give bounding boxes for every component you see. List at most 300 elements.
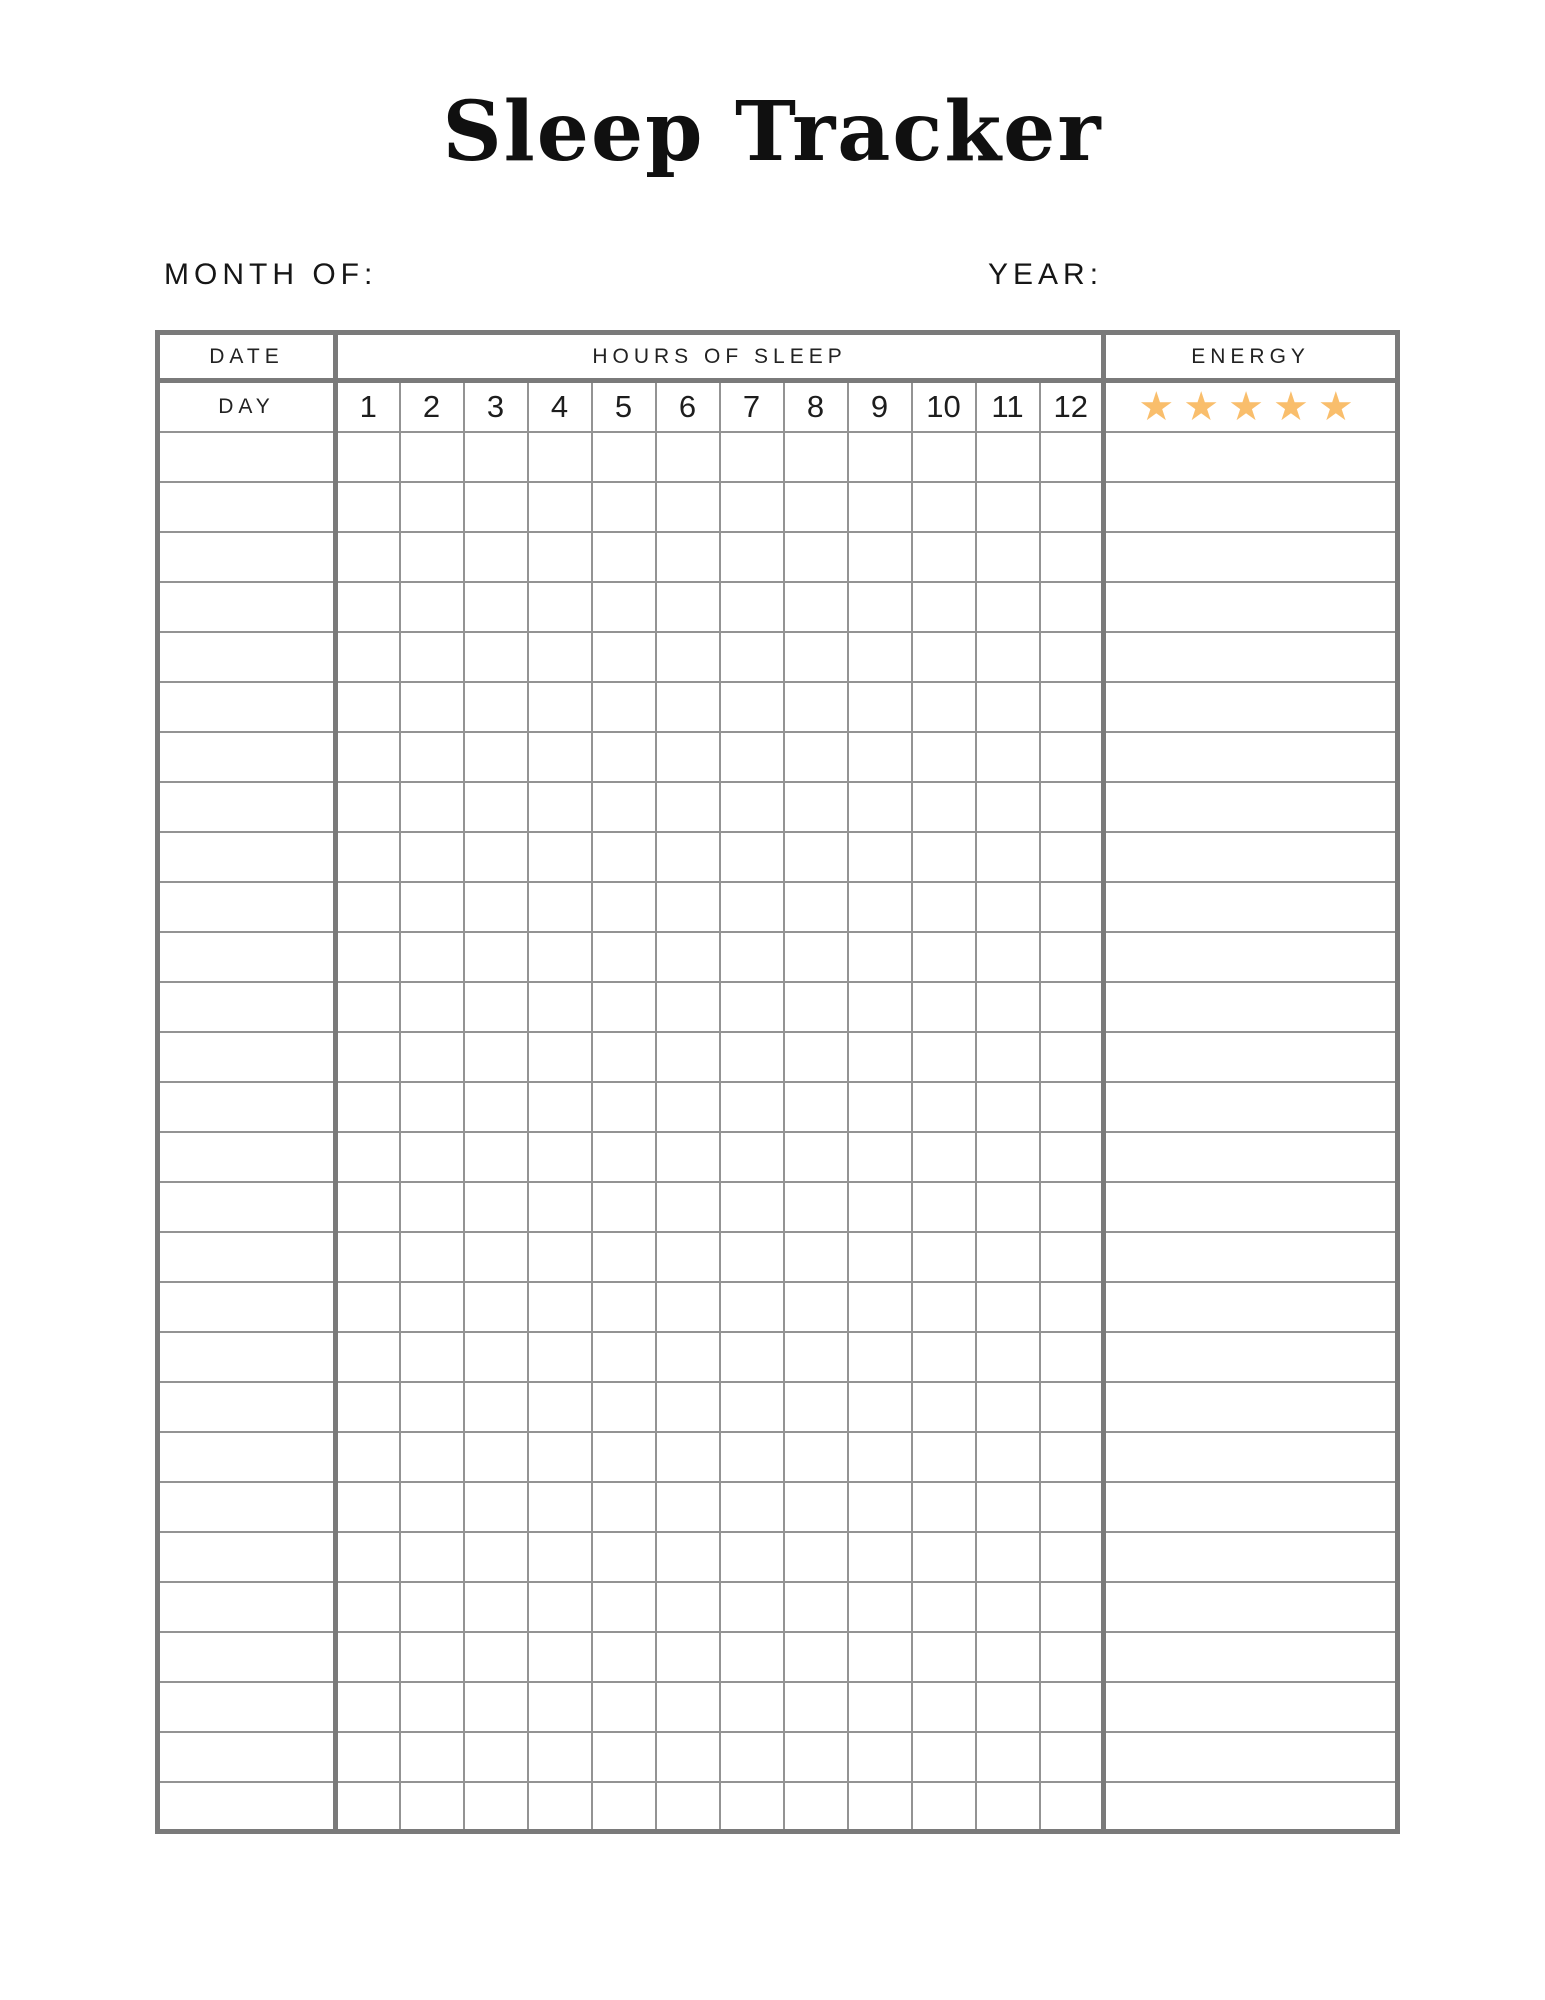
hour-cell[interactable]: [976, 1732, 1040, 1782]
hour-cell[interactable]: [912, 982, 976, 1032]
energy-cell[interactable]: [1104, 1132, 1398, 1182]
hour-cell[interactable]: [464, 1532, 528, 1582]
hour-cell[interactable]: [336, 1682, 400, 1732]
hour-cell[interactable]: [784, 1032, 848, 1082]
hour-cell[interactable]: [976, 732, 1040, 782]
hour-cell[interactable]: [656, 532, 720, 582]
hour-cell[interactable]: [976, 1332, 1040, 1382]
hour-cell[interactable]: [336, 1332, 400, 1382]
energy-cell[interactable]: [1104, 1782, 1398, 1832]
hour-cell[interactable]: [336, 782, 400, 832]
hour-cell[interactable]: [720, 1182, 784, 1232]
hour-cell[interactable]: [784, 1632, 848, 1682]
hour-cell[interactable]: [976, 482, 1040, 532]
hour-cell[interactable]: [912, 1432, 976, 1482]
hour-cell[interactable]: [528, 582, 592, 632]
hour-cell[interactable]: [848, 1782, 912, 1832]
hour-cell[interactable]: [720, 1732, 784, 1782]
hour-cell[interactable]: [464, 732, 528, 782]
hour-cell[interactable]: [720, 1032, 784, 1082]
hour-cell[interactable]: [528, 1132, 592, 1182]
hour-cell[interactable]: [656, 782, 720, 832]
hour-cell[interactable]: [1040, 882, 1104, 932]
hour-cell[interactable]: [848, 532, 912, 582]
hour-cell[interactable]: [656, 1332, 720, 1382]
hour-cell[interactable]: [976, 432, 1040, 482]
hour-cell[interactable]: [848, 582, 912, 632]
hour-cell[interactable]: [528, 1482, 592, 1532]
hour-cell[interactable]: [400, 432, 464, 482]
hour-cell[interactable]: [656, 882, 720, 932]
energy-cell[interactable]: [1104, 1332, 1398, 1382]
hour-cell[interactable]: [400, 932, 464, 982]
date-cell[interactable]: [158, 982, 336, 1032]
hour-cell[interactable]: [464, 632, 528, 682]
hour-cell[interactable]: [720, 432, 784, 482]
hour-cell[interactable]: [976, 1232, 1040, 1282]
hour-cell[interactable]: [1040, 732, 1104, 782]
hour-cell[interactable]: [656, 832, 720, 882]
hour-cell[interactable]: [592, 1482, 656, 1532]
hour-cell[interactable]: [528, 682, 592, 732]
hour-cell[interactable]: [784, 1732, 848, 1782]
hour-cell[interactable]: [848, 432, 912, 482]
hour-cell[interactable]: [720, 1132, 784, 1182]
hour-cell[interactable]: [976, 1482, 1040, 1532]
hour-cell[interactable]: [720, 982, 784, 1032]
hour-cell[interactable]: [784, 882, 848, 932]
hour-cell[interactable]: [656, 1432, 720, 1482]
hour-cell[interactable]: [464, 1332, 528, 1382]
hour-cell[interactable]: [336, 982, 400, 1032]
hour-cell[interactable]: [976, 1382, 1040, 1432]
hour-cell[interactable]: [912, 1532, 976, 1582]
hour-cell[interactable]: [784, 932, 848, 982]
hour-cell[interactable]: [528, 532, 592, 582]
energy-cell[interactable]: [1104, 1682, 1398, 1732]
hour-cell[interactable]: [720, 1332, 784, 1382]
hour-cell[interactable]: [912, 732, 976, 782]
hour-cell[interactable]: [400, 982, 464, 1032]
hour-cell[interactable]: [1040, 1632, 1104, 1682]
date-cell[interactable]: [158, 432, 336, 482]
hour-cell[interactable]: [464, 1432, 528, 1482]
date-cell[interactable]: [158, 1782, 336, 1832]
hour-cell[interactable]: [464, 682, 528, 732]
hour-cell[interactable]: [400, 1032, 464, 1082]
hour-cell[interactable]: [912, 832, 976, 882]
date-cell[interactable]: [158, 682, 336, 732]
hour-cell[interactable]: [848, 1632, 912, 1682]
hour-cell[interactable]: [912, 1682, 976, 1732]
hour-cell[interactable]: [848, 682, 912, 732]
hour-cell[interactable]: [592, 682, 656, 732]
hour-cell[interactable]: [1040, 1232, 1104, 1282]
hour-cell[interactable]: [528, 1532, 592, 1582]
hour-cell[interactable]: [464, 532, 528, 582]
hour-cell[interactable]: [912, 1382, 976, 1432]
hour-cell[interactable]: [592, 1182, 656, 1232]
hour-cell[interactable]: [464, 1482, 528, 1532]
hour-cell[interactable]: [720, 932, 784, 982]
hour-cell[interactable]: [464, 482, 528, 532]
hour-cell[interactable]: [400, 1732, 464, 1782]
hour-cell[interactable]: [1040, 1482, 1104, 1532]
hour-cell[interactable]: [720, 1232, 784, 1282]
hour-cell[interactable]: [656, 932, 720, 982]
hour-cell[interactable]: [1040, 1032, 1104, 1082]
hour-cell[interactable]: [848, 1432, 912, 1482]
hour-cell[interactable]: [336, 1432, 400, 1482]
hour-cell[interactable]: [848, 1182, 912, 1232]
hour-cell[interactable]: [784, 1282, 848, 1332]
hour-cell[interactable]: [976, 632, 1040, 682]
hour-cell[interactable]: [656, 1132, 720, 1182]
hour-cell[interactable]: [976, 982, 1040, 1032]
hour-cell[interactable]: [912, 482, 976, 532]
hour-cell[interactable]: [592, 632, 656, 682]
hour-cell[interactable]: [720, 882, 784, 932]
hour-cell[interactable]: [336, 582, 400, 632]
hour-cell[interactable]: [528, 1082, 592, 1132]
energy-cell[interactable]: [1104, 482, 1398, 532]
hour-cell[interactable]: [528, 482, 592, 532]
hour-cell[interactable]: [720, 1282, 784, 1332]
hour-cell[interactable]: [592, 1332, 656, 1382]
hour-cell[interactable]: [784, 1382, 848, 1432]
hour-cell[interactable]: [336, 532, 400, 582]
hour-cell[interactable]: [848, 832, 912, 882]
hour-cell[interactable]: [528, 1332, 592, 1382]
hour-cell[interactable]: [336, 1132, 400, 1182]
hour-cell[interactable]: [528, 1382, 592, 1432]
hour-cell[interactable]: [656, 1032, 720, 1082]
hour-cell[interactable]: [720, 1682, 784, 1732]
hour-cell[interactable]: [400, 1082, 464, 1132]
hour-cell[interactable]: [784, 1082, 848, 1132]
hour-cell[interactable]: [400, 482, 464, 532]
hour-cell[interactable]: [400, 1432, 464, 1482]
hour-cell[interactable]: [912, 1182, 976, 1232]
energy-cell[interactable]: [1104, 882, 1398, 932]
hour-cell[interactable]: [848, 1282, 912, 1332]
date-cell[interactable]: [158, 832, 336, 882]
hour-cell[interactable]: [336, 1482, 400, 1532]
date-cell[interactable]: [158, 1232, 336, 1282]
hour-cell[interactable]: [784, 1582, 848, 1632]
date-cell[interactable]: [158, 732, 336, 782]
hour-cell[interactable]: [400, 1682, 464, 1732]
hour-cell[interactable]: [656, 1232, 720, 1282]
hour-cell[interactable]: [400, 732, 464, 782]
hour-cell[interactable]: [592, 582, 656, 632]
date-cell[interactable]: [158, 1032, 336, 1082]
hour-cell[interactable]: [976, 1032, 1040, 1082]
hour-cell[interactable]: [656, 1632, 720, 1682]
hour-cell[interactable]: [592, 1582, 656, 1632]
hour-cell[interactable]: [848, 1582, 912, 1632]
hour-cell[interactable]: [912, 782, 976, 832]
hour-cell[interactable]: [1040, 1682, 1104, 1732]
hour-cell[interactable]: [912, 1482, 976, 1532]
hour-cell[interactable]: [464, 1632, 528, 1682]
hour-cell[interactable]: [976, 1682, 1040, 1732]
date-cell[interactable]: [158, 1332, 336, 1382]
hour-cell[interactable]: [656, 432, 720, 482]
hour-cell[interactable]: [1040, 932, 1104, 982]
energy-cell[interactable]: [1104, 1032, 1398, 1082]
hour-cell[interactable]: [976, 1582, 1040, 1632]
hour-cell[interactable]: [912, 932, 976, 982]
hour-cell[interactable]: [528, 1682, 592, 1732]
energy-cell[interactable]: [1104, 832, 1398, 882]
hour-cell[interactable]: [1040, 1782, 1104, 1832]
hour-cell[interactable]: [336, 1032, 400, 1082]
hour-cell[interactable]: [912, 1082, 976, 1132]
hour-cell[interactable]: [528, 1182, 592, 1232]
hour-cell[interactable]: [720, 532, 784, 582]
hour-cell[interactable]: [976, 1432, 1040, 1482]
hour-cell[interactable]: [848, 1482, 912, 1532]
energy-cell[interactable]: [1104, 1732, 1398, 1782]
hour-cell[interactable]: [976, 682, 1040, 732]
hour-cell[interactable]: [528, 1782, 592, 1832]
hour-cell[interactable]: [528, 1032, 592, 1082]
hour-cell[interactable]: [592, 1432, 656, 1482]
hour-cell[interactable]: [1040, 1732, 1104, 1782]
date-cell[interactable]: [158, 882, 336, 932]
hour-cell[interactable]: [912, 882, 976, 932]
hour-cell[interactable]: [848, 982, 912, 1032]
hour-cell[interactable]: [656, 1782, 720, 1832]
hour-cell[interactable]: [1040, 1282, 1104, 1332]
hour-cell[interactable]: [1040, 1132, 1104, 1182]
date-cell[interactable]: [158, 1132, 336, 1182]
hour-cell[interactable]: [1040, 1532, 1104, 1582]
hour-cell[interactable]: [848, 1732, 912, 1782]
hour-cell[interactable]: [528, 1732, 592, 1782]
hour-cell[interactable]: [464, 982, 528, 1032]
date-cell[interactable]: [158, 1082, 336, 1132]
hour-cell[interactable]: [400, 582, 464, 632]
hour-cell[interactable]: [592, 1532, 656, 1582]
hour-cell[interactable]: [720, 482, 784, 532]
hour-cell[interactable]: [784, 682, 848, 732]
hour-cell[interactable]: [912, 1632, 976, 1682]
energy-cell[interactable]: [1104, 1282, 1398, 1332]
hour-cell[interactable]: [464, 1582, 528, 1632]
hour-cell[interactable]: [592, 832, 656, 882]
hour-cell[interactable]: [464, 932, 528, 982]
hour-cell[interactable]: [336, 1782, 400, 1832]
hour-cell[interactable]: [528, 1582, 592, 1632]
hour-cell[interactable]: [848, 1232, 912, 1282]
hour-cell[interactable]: [336, 1082, 400, 1132]
hour-cell[interactable]: [656, 682, 720, 732]
hour-cell[interactable]: [592, 532, 656, 582]
hour-cell[interactable]: [848, 882, 912, 932]
hour-cell[interactable]: [592, 782, 656, 832]
hour-cell[interactable]: [464, 832, 528, 882]
hour-cell[interactable]: [592, 1132, 656, 1182]
hour-cell[interactable]: [592, 1282, 656, 1332]
hour-cell[interactable]: [336, 482, 400, 532]
energy-cell[interactable]: [1104, 682, 1398, 732]
hour-cell[interactable]: [592, 1782, 656, 1832]
energy-cell[interactable]: [1104, 732, 1398, 782]
hour-cell[interactable]: [656, 1282, 720, 1332]
hour-cell[interactable]: [912, 582, 976, 632]
hour-cell[interactable]: [848, 482, 912, 532]
hour-cell[interactable]: [784, 1332, 848, 1382]
hour-cell[interactable]: [400, 1632, 464, 1682]
hour-cell[interactable]: [784, 532, 848, 582]
hour-cell[interactable]: [976, 1532, 1040, 1582]
hour-cell[interactable]: [1040, 532, 1104, 582]
hour-cell[interactable]: [912, 432, 976, 482]
hour-cell[interactable]: [656, 1382, 720, 1432]
hour-cell[interactable]: [1040, 482, 1104, 532]
date-cell[interactable]: [158, 582, 336, 632]
hour-cell[interactable]: [336, 632, 400, 682]
hour-cell[interactable]: [592, 882, 656, 932]
hour-cell[interactable]: [976, 1282, 1040, 1332]
hour-cell[interactable]: [528, 632, 592, 682]
hour-cell[interactable]: [336, 1582, 400, 1632]
hour-cell[interactable]: [656, 982, 720, 1032]
hour-cell[interactable]: [528, 1432, 592, 1482]
hour-cell[interactable]: [784, 582, 848, 632]
energy-cell[interactable]: [1104, 1582, 1398, 1632]
hour-cell[interactable]: [848, 1032, 912, 1082]
hour-cell[interactable]: [912, 682, 976, 732]
hour-cell[interactable]: [720, 1632, 784, 1682]
hour-cell[interactable]: [592, 1032, 656, 1082]
hour-cell[interactable]: [720, 682, 784, 732]
hour-cell[interactable]: [528, 1282, 592, 1332]
energy-cell[interactable]: [1104, 1632, 1398, 1682]
hour-cell[interactable]: [528, 1232, 592, 1282]
hour-cell[interactable]: [336, 1632, 400, 1682]
hour-cell[interactable]: [464, 1082, 528, 1132]
hour-cell[interactable]: [592, 1682, 656, 1732]
hour-cell[interactable]: [336, 1732, 400, 1782]
hour-cell[interactable]: [464, 1132, 528, 1182]
date-cell[interactable]: [158, 1182, 336, 1232]
date-cell[interactable]: [158, 1632, 336, 1682]
hour-cell[interactable]: [720, 832, 784, 882]
hour-cell[interactable]: [592, 1632, 656, 1682]
energy-cell[interactable]: [1104, 1082, 1398, 1132]
hour-cell[interactable]: [336, 832, 400, 882]
hour-cell[interactable]: [400, 1182, 464, 1232]
hour-cell[interactable]: [912, 1232, 976, 1282]
hour-cell[interactable]: [784, 632, 848, 682]
hour-cell[interactable]: [912, 1732, 976, 1782]
energy-cell[interactable]: [1104, 432, 1398, 482]
hour-cell[interactable]: [400, 1132, 464, 1182]
hour-cell[interactable]: [656, 1532, 720, 1582]
hour-cell[interactable]: [400, 632, 464, 682]
hour-cell[interactable]: [1040, 782, 1104, 832]
hour-cell[interactable]: [464, 432, 528, 482]
hour-cell[interactable]: [336, 882, 400, 932]
hour-cell[interactable]: [976, 1782, 1040, 1832]
date-cell[interactable]: [158, 1432, 336, 1482]
energy-cell[interactable]: [1104, 582, 1398, 632]
hour-cell[interactable]: [400, 1582, 464, 1632]
date-cell[interactable]: [158, 782, 336, 832]
hour-cell[interactable]: [528, 932, 592, 982]
date-cell[interactable]: [158, 1382, 336, 1432]
hour-cell[interactable]: [592, 1082, 656, 1132]
hour-cell[interactable]: [912, 1032, 976, 1082]
hour-cell[interactable]: [720, 1432, 784, 1482]
hour-cell[interactable]: [656, 1082, 720, 1132]
hour-cell[interactable]: [656, 632, 720, 682]
hour-cell[interactable]: [656, 1682, 720, 1732]
hour-cell[interactable]: [976, 932, 1040, 982]
hour-cell[interactable]: [912, 632, 976, 682]
hour-cell[interactable]: [336, 432, 400, 482]
hour-cell[interactable]: [848, 732, 912, 782]
hour-cell[interactable]: [1040, 982, 1104, 1032]
hour-cell[interactable]: [848, 632, 912, 682]
hour-cell[interactable]: [528, 882, 592, 932]
hour-cell[interactable]: [784, 1232, 848, 1282]
hour-cell[interactable]: [784, 1782, 848, 1832]
hour-cell[interactable]: [656, 482, 720, 532]
hour-cell[interactable]: [592, 1232, 656, 1282]
hour-cell[interactable]: [656, 1582, 720, 1632]
hour-cell[interactable]: [912, 532, 976, 582]
hour-cell[interactable]: [464, 1682, 528, 1732]
date-cell[interactable]: [158, 1532, 336, 1582]
hour-cell[interactable]: [528, 782, 592, 832]
hour-cell[interactable]: [976, 1182, 1040, 1232]
hour-cell[interactable]: [528, 982, 592, 1032]
hour-cell[interactable]: [464, 1232, 528, 1282]
hour-cell[interactable]: [1040, 1332, 1104, 1382]
hour-cell[interactable]: [784, 1532, 848, 1582]
hour-cell[interactable]: [400, 682, 464, 732]
hour-cell[interactable]: [720, 1082, 784, 1132]
hour-cell[interactable]: [656, 732, 720, 782]
hour-cell[interactable]: [848, 932, 912, 982]
energy-cell[interactable]: [1104, 932, 1398, 982]
hour-cell[interactable]: [464, 782, 528, 832]
hour-cell[interactable]: [1040, 582, 1104, 632]
hour-cell[interactable]: [720, 1582, 784, 1632]
hour-cell[interactable]: [336, 932, 400, 982]
hour-cell[interactable]: [720, 732, 784, 782]
hour-cell[interactable]: [400, 532, 464, 582]
hour-cell[interactable]: [784, 1482, 848, 1532]
hour-cell[interactable]: [656, 1182, 720, 1232]
hour-cell[interactable]: [1040, 1082, 1104, 1132]
hour-cell[interactable]: [592, 482, 656, 532]
hour-cell[interactable]: [848, 1532, 912, 1582]
hour-cell[interactable]: [976, 832, 1040, 882]
date-cell[interactable]: [158, 1582, 336, 1632]
hour-cell[interactable]: [400, 1332, 464, 1382]
hour-cell[interactable]: [1040, 682, 1104, 732]
date-cell[interactable]: [158, 1682, 336, 1732]
hour-cell[interactable]: [1040, 1582, 1104, 1632]
hour-cell[interactable]: [976, 882, 1040, 932]
hour-cell[interactable]: [848, 1132, 912, 1182]
energy-cell[interactable]: [1104, 1382, 1398, 1432]
